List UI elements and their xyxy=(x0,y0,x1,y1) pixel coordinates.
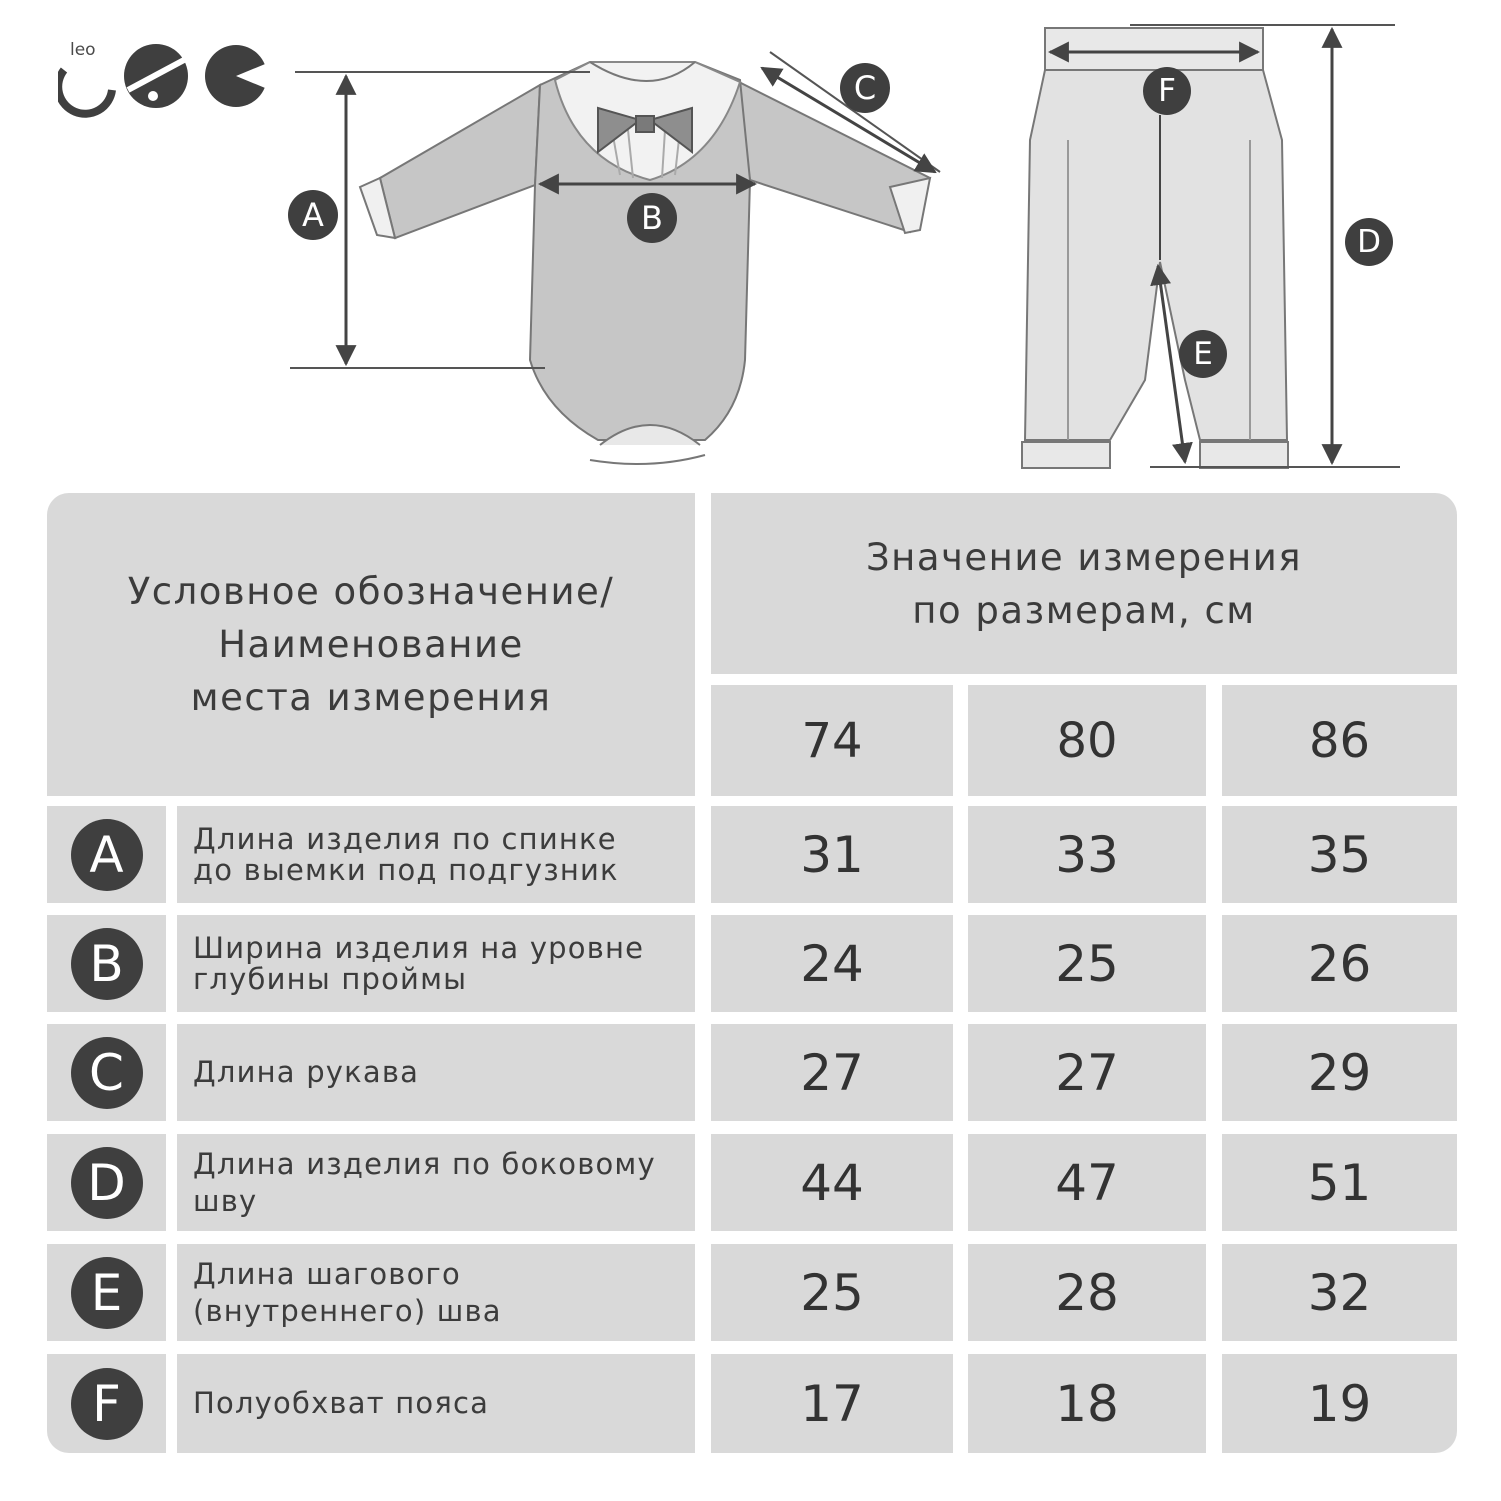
row-d-value-80: 47 xyxy=(968,1134,1206,1231)
row-c-label-line-1: Длина рукава xyxy=(193,1055,420,1089)
row-f-value-80: 18 xyxy=(968,1354,1206,1453)
row-f-value-74: 17 xyxy=(711,1354,953,1453)
header-measurement-values xyxy=(711,493,1457,674)
diagram-label-f: F xyxy=(1143,67,1191,115)
row-b-value-74: 24 xyxy=(711,915,953,1012)
header-left-line-1: Условное обозначение/ xyxy=(127,570,615,613)
row-e-value-86: 32 xyxy=(1222,1244,1457,1341)
header-measurement-name xyxy=(47,493,695,796)
diagram-label-e: E xyxy=(1179,330,1227,378)
row-a-value-80: 33 xyxy=(968,806,1206,903)
row-a-letter-cell xyxy=(47,806,166,903)
header-right-line-2: по размерам, см xyxy=(912,588,1256,632)
row-e-badge: E xyxy=(71,1257,143,1329)
row-c-badge: C xyxy=(71,1037,143,1109)
row-f-label xyxy=(177,1354,695,1453)
diagram-label-a: A xyxy=(288,190,338,240)
row-a-badge: A xyxy=(71,819,143,891)
row-f-badge: F xyxy=(71,1368,143,1440)
row-d-label xyxy=(177,1134,695,1231)
row-d-badge: D xyxy=(71,1147,143,1219)
row-b-label xyxy=(177,915,695,1012)
row-a-value-86: 35 xyxy=(1222,806,1457,903)
row-b-label-line-1: Ширина изделия на уровне xyxy=(193,930,645,965)
row-f-value-86: 19 xyxy=(1222,1354,1457,1453)
row-b-value-80: 25 xyxy=(968,915,1206,1012)
row-d-value-86: 51 xyxy=(1222,1134,1457,1231)
row-f-label-line-1: Полуобхват пояса xyxy=(193,1386,490,1420)
header-right-line-1: Значение измерения xyxy=(865,535,1303,579)
row-c-value-80: 27 xyxy=(968,1024,1206,1121)
row-a-label-line-1: Длина изделия по спинке xyxy=(193,821,617,856)
row-e-value-74: 25 xyxy=(711,1244,953,1341)
row-b-badge: B xyxy=(71,928,143,1000)
header-left-line-3: места измерения xyxy=(190,676,552,719)
row-d-label-line-2: шву xyxy=(193,1183,258,1218)
row-a-value-74: 31 xyxy=(711,806,953,903)
row-b-letter-cell xyxy=(47,915,166,1012)
row-c-value-74: 27 xyxy=(711,1024,953,1121)
row-b-label-line-2: глубины проймы xyxy=(193,961,468,996)
row-c-value-86: 29 xyxy=(1222,1024,1457,1121)
row-b-value-86: 26 xyxy=(1222,915,1457,1012)
size-80-header: 80 xyxy=(968,685,1206,796)
row-a-label xyxy=(177,806,695,903)
brand-name: leo xyxy=(70,40,96,60)
diagram-label-d: D xyxy=(1345,218,1393,266)
row-d-label-line-1: Длина изделия по боковому xyxy=(193,1146,656,1181)
row-e-letter-cell xyxy=(47,1244,166,1341)
bodysuit-drawing xyxy=(360,62,930,464)
row-e-label-line-2: (внутреннего) шва xyxy=(193,1293,502,1328)
row-e-label-line-1: Длина шагового xyxy=(193,1256,461,1291)
row-f-letter-cell xyxy=(47,1354,166,1453)
row-e-value-80: 28 xyxy=(968,1244,1206,1341)
size-86-header: 86 xyxy=(1222,685,1457,796)
garment-diagram xyxy=(0,0,1501,480)
row-c-label xyxy=(177,1024,695,1121)
diagram-label-b: B xyxy=(627,193,677,243)
row-c-letter-cell xyxy=(47,1024,166,1121)
row-d-letter-cell xyxy=(47,1134,166,1231)
row-e-label xyxy=(177,1244,695,1341)
row-a-label-line-2: до выемки под подгузник xyxy=(193,852,619,887)
header-left-line-2: Наименование xyxy=(218,623,524,666)
row-d-value-74: 44 xyxy=(711,1134,953,1231)
diagram-label-c: C xyxy=(840,63,890,113)
size-74-header: 74 xyxy=(711,685,953,796)
